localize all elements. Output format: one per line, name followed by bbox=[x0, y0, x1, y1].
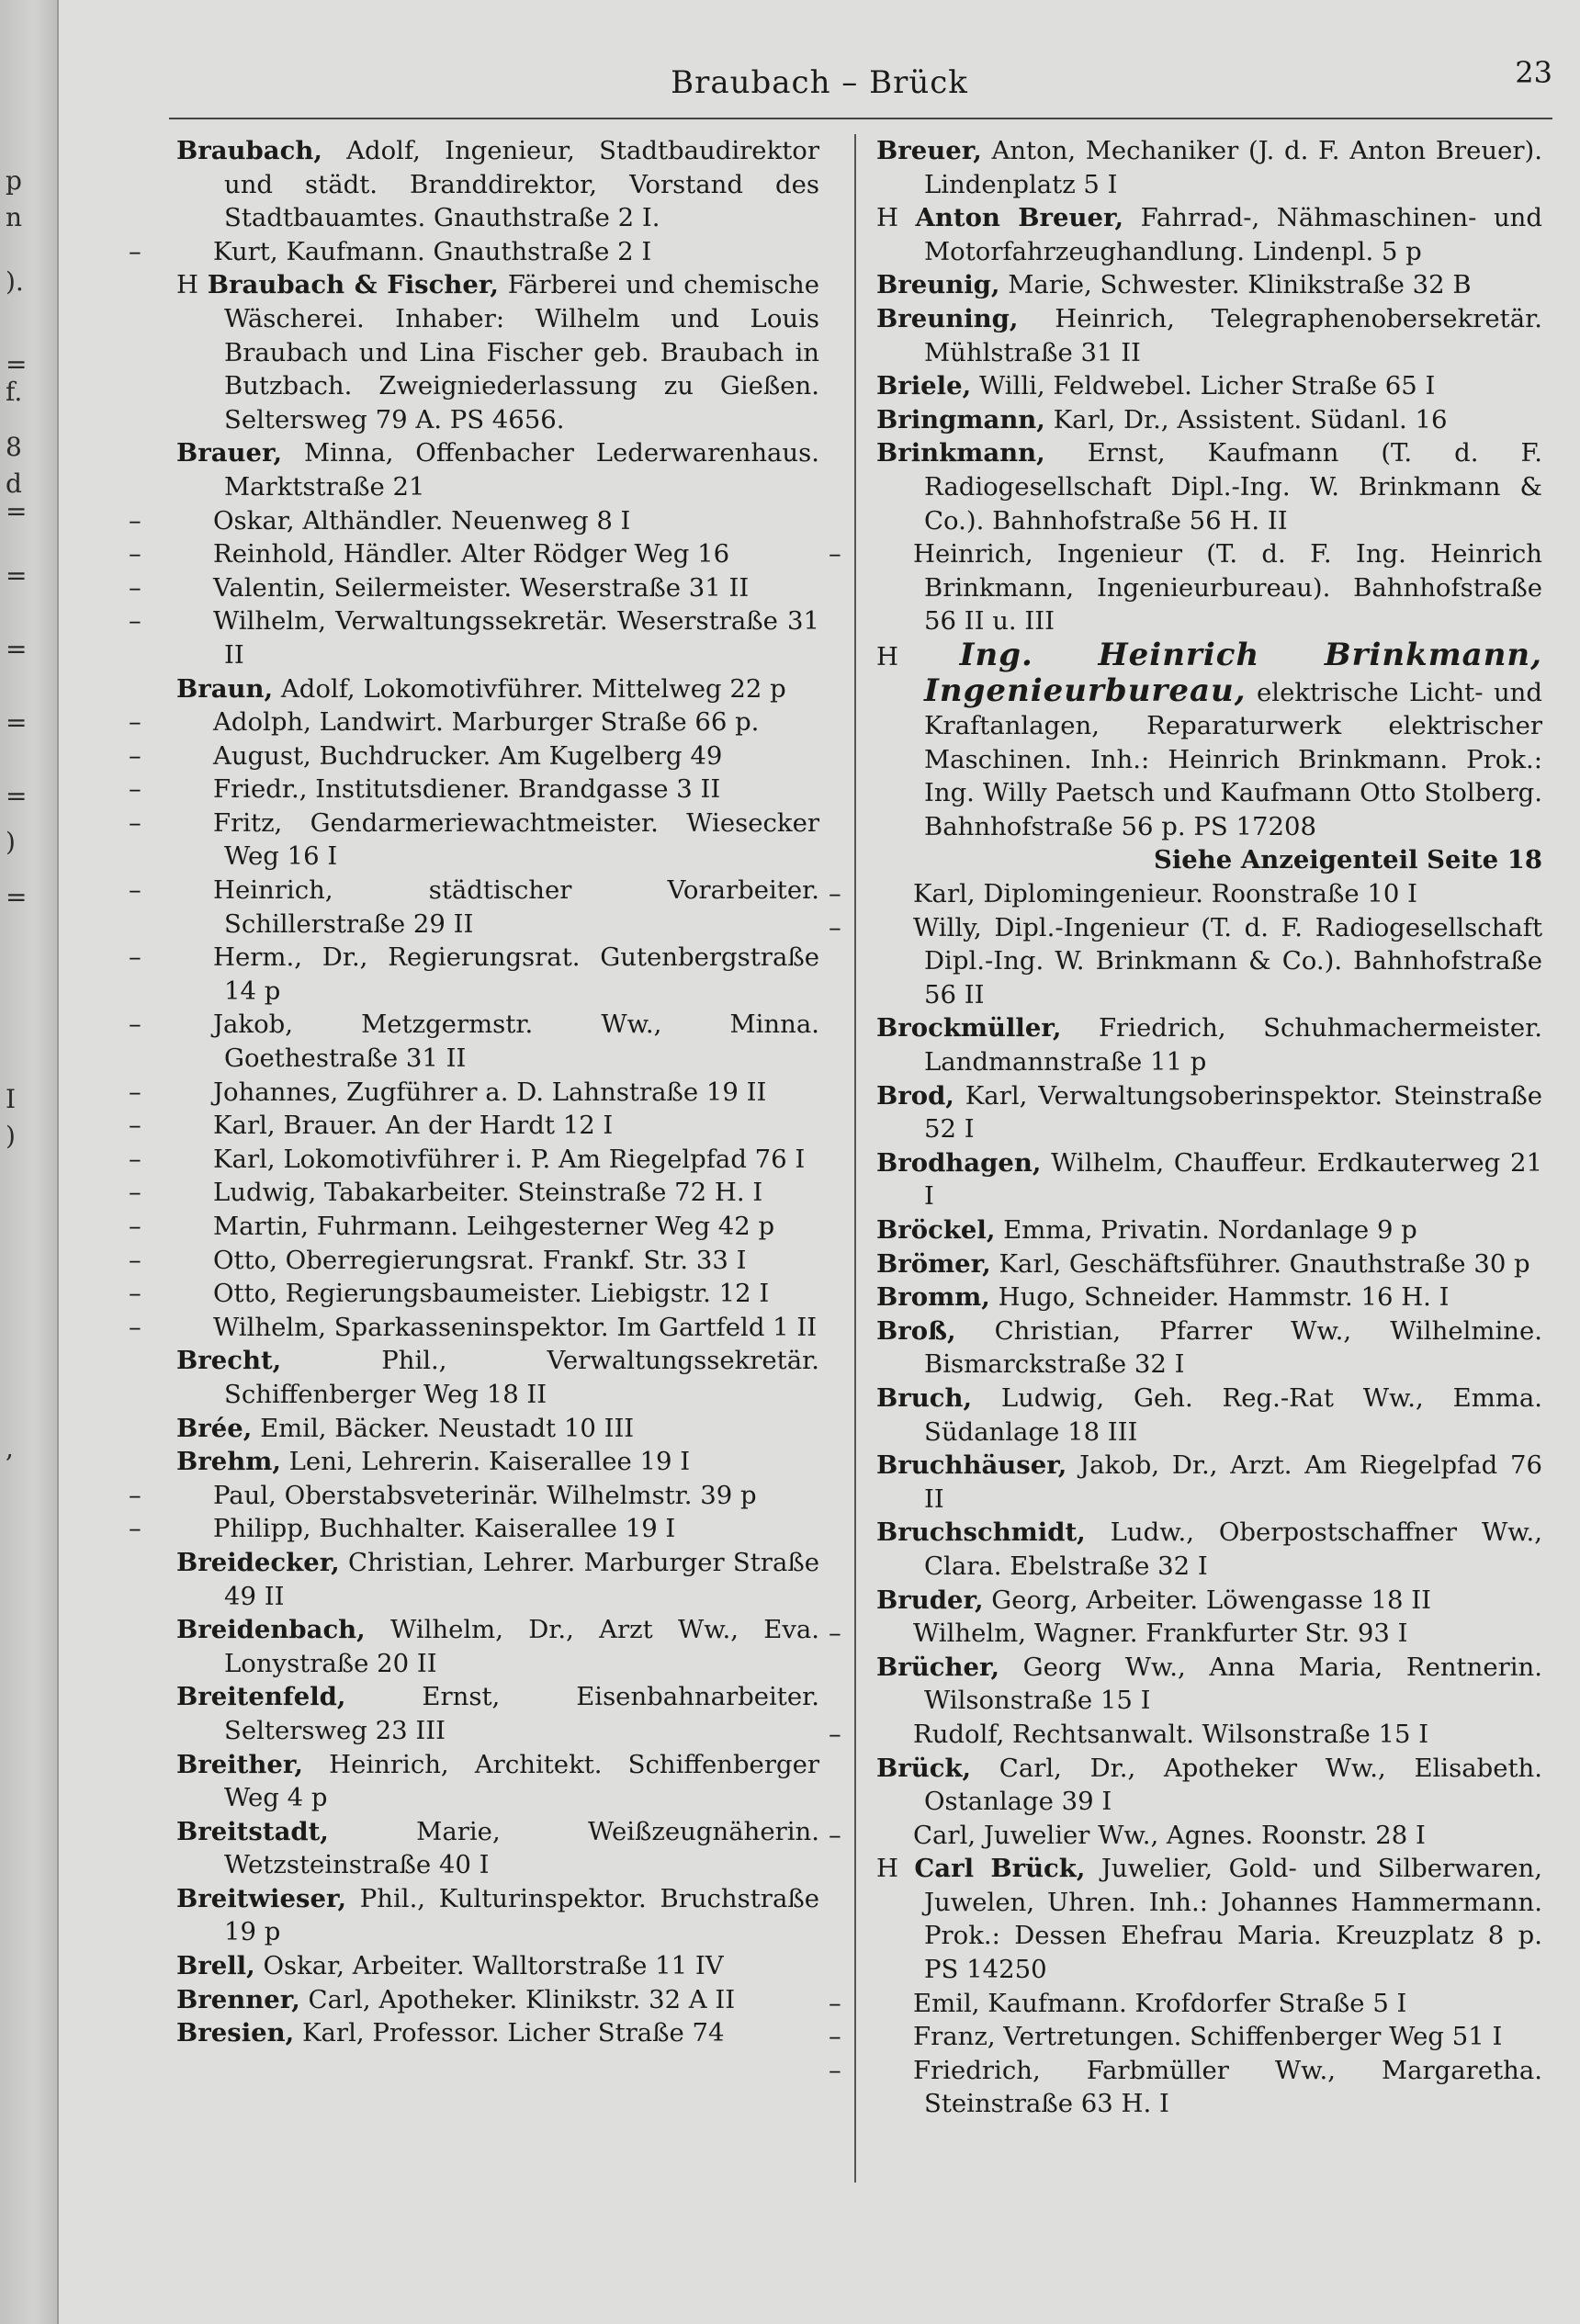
repeat-dash: – bbox=[829, 1719, 841, 1749]
repeat-dash: – bbox=[829, 2055, 841, 2085]
surname: Brinkmann, bbox=[876, 438, 1045, 468]
repeat-dash: – bbox=[129, 236, 141, 266]
directory-entry bbox=[129, 235, 819, 269]
entry-details: Karl, Geschäftsführer. Gnauthstraße 30 p bbox=[999, 1248, 1530, 1279]
directory-entry bbox=[176, 1748, 819, 1815]
surname: Brömer, bbox=[876, 1248, 991, 1279]
entry-details: Martin, Fuhrmann. Leihgesterner Weg 42 p bbox=[213, 1212, 775, 1241]
directory-entry bbox=[876, 201, 1542, 268]
directory-entry bbox=[129, 1277, 819, 1311]
surname: Brod, bbox=[876, 1080, 954, 1111]
surname: Braubach, bbox=[176, 136, 322, 165]
repeat-dash: – bbox=[129, 1480, 141, 1510]
page-number: 23 bbox=[1515, 55, 1552, 90]
directory-entry bbox=[876, 369, 1542, 403]
entry-details: Karl, Diplomingenieur. Roonstraße 10 I bbox=[913, 879, 1417, 909]
directory-entry bbox=[129, 1143, 819, 1177]
directory-entry bbox=[829, 911, 1542, 1012]
directory-entry bbox=[129, 807, 819, 874]
directory-entry bbox=[129, 537, 819, 571]
entry-details: Juwelier, Gold- und Silberwaren, Juwelen, Uhren. Inh.: Johannes Hammermann. Prok.: Dessen Ehefrau Maria. Kreuzplatz 8 p. PS 14250 bbox=[924, 1854, 1542, 1985]
repeat-dash: – bbox=[129, 505, 141, 536]
directory-entry bbox=[876, 1213, 1542, 1247]
directory-entry bbox=[129, 705, 819, 739]
entry-details: Hugo, Schneider. Hammstr. 16 H. I bbox=[998, 1282, 1450, 1313]
surname: Breitstadt, bbox=[176, 1816, 329, 1846]
entry-details: Georg, Arbeiter. Löwengasse 18 II bbox=[991, 1585, 1431, 1615]
entry-details: Carl, Juwelier Ww., Agnes. Roonstr. 28 I bbox=[913, 1820, 1426, 1850]
entry-details: Otto, Regierungsbaumeister. Liebigstr. 12 I bbox=[213, 1279, 770, 1309]
surname: Brodhagen, bbox=[876, 1147, 1042, 1178]
gutter-mark: I bbox=[6, 1084, 17, 1114]
directory-entry bbox=[876, 1146, 1542, 1213]
directory-entry bbox=[876, 268, 1542, 302]
entry-details: August, Buchdrucker. Am Kugelberg 49 bbox=[213, 740, 723, 771]
repeat-dash: – bbox=[129, 707, 141, 738]
entry-details: Adolf, Lokomotivführer. Mittelweg 22 p bbox=[280, 673, 786, 704]
directory-entry bbox=[876, 1449, 1542, 1516]
entry-details: Friedr., Institutsdiener. Brandgasse 3 II bbox=[213, 774, 721, 805]
entry-details: Phil., Verwaltungssekretär. Schiffenberger Weg 18 II bbox=[224, 1346, 819, 1409]
entry-details: Friedrich, Schuhmachermeister. Landmannstraße 11 p bbox=[924, 1013, 1542, 1077]
entry-details: Willy, Dipl.-Ingenieur (T. d. F. Radiogesellschaft Dipl.-Ing. W. Brinkmann & Co.). Bahnhofstraße 56 II bbox=[913, 912, 1542, 1010]
entry-details: Georg Ww., Anna Maria, Rentnerin. Wilsonstraße 15 I bbox=[924, 1652, 1542, 1716]
entry-details: Wilhelm, Chauffeur. Erdkauterweg 21 I bbox=[924, 1147, 1542, 1212]
surname: Breitenfeld, bbox=[176, 1682, 346, 1712]
gutter-mark: = bbox=[6, 707, 28, 738]
entry-details: Marie, Weißzeugnäherin. Wetzsteinstraße 40 I bbox=[224, 1816, 819, 1880]
directory-entry bbox=[176, 1412, 819, 1446]
entry-details: Heinrich, städtischer Vorarbeiter. Schillerstraße 29 II bbox=[213, 875, 819, 939]
entry-details: Oskar, Arbeiter. Walltorstraße 11 IV bbox=[263, 1951, 724, 1981]
entry-details: Karl, Verwaltungsoberinspektor. Steinstraße 52 I bbox=[924, 1080, 1542, 1145]
surname: Breither, bbox=[176, 1749, 303, 1779]
directory-entry bbox=[176, 1680, 819, 1747]
repeat-dash: – bbox=[129, 1111, 141, 1141]
directory-entry bbox=[176, 1983, 819, 2017]
directory-entry bbox=[129, 874, 819, 941]
directory-entry bbox=[876, 302, 1542, 369]
business-name: Ing. Heinrich Brinkmann, Ingenieurbureau, bbox=[924, 636, 1542, 709]
repeat-dash: – bbox=[129, 572, 141, 603]
entry-details: Emil, Kaufmann. Krofdorfer Straße 5 I bbox=[913, 1988, 1407, 2018]
entry-details: Herm., Dr., Regierungsrat. Gutenbergstraße 14 p bbox=[213, 942, 819, 1006]
directory-entry bbox=[176, 268, 819, 436]
gutter-mark: = bbox=[6, 349, 28, 379]
surname: Breunig, bbox=[876, 270, 1000, 300]
directory-entry bbox=[876, 134, 1542, 201]
entry-details: Karl, Lokomotivführer i. P. Am Riegelpfad 76 I bbox=[213, 1144, 806, 1174]
entry-details: Fahrrad-, Nähmaschinen- und Motorfahrzeughandlung. Lindenpl. 5 p bbox=[924, 203, 1543, 266]
directory-entry bbox=[129, 773, 819, 807]
gutter-mark: = bbox=[6, 781, 28, 811]
repeat-dash: – bbox=[129, 1010, 141, 1040]
surname: Brauer, bbox=[176, 438, 283, 468]
entry-details: Carl, Dr., Apotheker Ww., Elisabeth. Ostanlage 39 I bbox=[924, 1753, 1542, 1817]
entry-details: Paul, Oberstabsveterinär. Wilhelmstr. 39 p bbox=[213, 1480, 757, 1510]
entry-details: Willi, Feldwebel. Licher Straße 65 I bbox=[978, 371, 1436, 401]
surname: Brück, bbox=[876, 1753, 972, 1783]
entry-details: Johannes, Zugführer a. D. Lahnstraße 19 II bbox=[213, 1077, 767, 1107]
right-column bbox=[829, 134, 1543, 2121]
gutter-mark: = bbox=[6, 560, 28, 591]
entry-details: Christian, Lehrer. Marburger Straße 49 II bbox=[224, 1547, 819, 1611]
surname: Bruchschmidt, bbox=[876, 1517, 1086, 1548]
directory-entry bbox=[129, 571, 819, 605]
directory-entry bbox=[876, 1079, 1542, 1146]
entry-details: Reinhold, Händler. Alter Rödger Weg 16 bbox=[213, 539, 730, 570]
entry-details: elektrische Licht- und Kraftanlagen, Reparaturwerk elektrischer Maschinen. Inh.: Heinrich Brinkmann. Prok.: Ing. Willy Paetsch und Kaufmann Otto Stolberg. Bahnhofstraße 56 p. PS 17208 bbox=[924, 677, 1542, 841]
surname: Brehm, bbox=[176, 1447, 281, 1477]
entry-details: Marie, Schwester. Klinikstraße 32 B bbox=[1008, 270, 1472, 300]
directory-entry bbox=[829, 1987, 1542, 2021]
entry-details: Jakob, Metzgermstr. Ww., Minna. Goethestraße 31 II bbox=[213, 1010, 819, 1074]
entry-details: Valentin, Seilermeister. Weserstraße 31 II bbox=[213, 572, 750, 603]
entry-details: Färberei und chemische Wäscherei. Inhaber: Wilhelm und Louis Braubach und Lina Fischer geb. Braubach in Butzbach. Zweigniederlassung zu Gießen. Seltersweg 79 A. PS 4656. bbox=[224, 270, 819, 434]
surname: Brücher, bbox=[876, 1652, 1000, 1682]
page-header bbox=[59, 55, 1580, 119]
gutter-mark: ) bbox=[6, 827, 16, 857]
surname: Bruchhäuser, bbox=[876, 1450, 1067, 1481]
directory-entry bbox=[176, 436, 819, 503]
directory-entry bbox=[829, 1617, 1542, 1651]
surname: Breidecker, bbox=[176, 1547, 340, 1577]
directory-entry bbox=[129, 604, 819, 671]
repeat-dash: – bbox=[129, 774, 141, 805]
entry-details: Wilhelm, Verwaltungssekretär. Weserstraße 31 II bbox=[213, 606, 819, 670]
directory-entry bbox=[129, 1109, 819, 1143]
column-divider bbox=[854, 134, 856, 2183]
business-marker: H bbox=[876, 1854, 898, 1884]
directory-entry bbox=[876, 1584, 1542, 1618]
surname: Broß, bbox=[876, 1315, 956, 1346]
surname: Braubach & Fischer, bbox=[207, 270, 499, 300]
entry-details: Christian, Pfarrer Ww., Wilhelmine. Bismarckstraße 32 I bbox=[924, 1315, 1542, 1380]
repeat-dash: – bbox=[829, 912, 841, 942]
header-rule bbox=[169, 118, 1552, 119]
entry-details: Wilhelm, Sparkasseninspektor. Im Gartfeld 1 II bbox=[213, 1312, 818, 1342]
directory-entry bbox=[129, 1008, 819, 1075]
repeat-dash: – bbox=[129, 807, 141, 838]
gutter-mark: f. bbox=[6, 377, 23, 407]
entry-details: Emma, Privatin. Nordanlage 9 p bbox=[1003, 1215, 1417, 1245]
repeat-dash: – bbox=[829, 539, 841, 570]
directory-entry bbox=[176, 1882, 819, 1949]
directory-entry bbox=[176, 1613, 819, 1680]
surname: Bromm, bbox=[876, 1282, 990, 1313]
directory-page bbox=[59, 0, 1580, 2324]
repeat-dash: – bbox=[829, 1820, 841, 1850]
repeat-dash: – bbox=[129, 1245, 141, 1275]
entry-details: Fritz, Gendarmeriewachtmeister. Wiesecker Weg 16 I bbox=[213, 807, 819, 872]
directory-entry bbox=[129, 1210, 819, 1244]
repeat-dash: – bbox=[129, 740, 141, 771]
gutter-mark: ). bbox=[6, 266, 24, 297]
directory-entry bbox=[876, 1651, 1542, 1718]
entry-details: Leni, Lehrerin. Kaiserallee 19 I bbox=[288, 1447, 691, 1477]
directory-entry bbox=[129, 1479, 819, 1513]
page-title: Braubach – Brück bbox=[671, 64, 968, 101]
gutter-mark: 8 bbox=[6, 432, 22, 462]
entry-details: Carl, Apotheker. Klinikstr. 32 A II bbox=[308, 1984, 736, 2014]
entry-details: Kurt, Kaufmann. Gnauthstraße 2 I bbox=[213, 236, 652, 266]
repeat-dash: – bbox=[129, 1312, 141, 1342]
directory-entry bbox=[129, 941, 819, 1008]
entry-details: Ludwig, Geh. Reg.-Rat Ww., Emma. Südanlage 18 III bbox=[924, 1382, 1542, 1447]
directory-entry bbox=[876, 403, 1542, 437]
directory-entry bbox=[176, 1949, 819, 1983]
entry-details: Rudolf, Rechtsanwalt. Wilsonstraße 15 I bbox=[913, 1719, 1429, 1749]
repeat-dash: – bbox=[129, 1077, 141, 1107]
entry-details: Ernst, Eisenbahnarbeiter. Seltersweg 23 III bbox=[224, 1682, 819, 1745]
surname: Breuer, bbox=[876, 136, 982, 165]
entry-details: Karl, Professor. Licher Straße 74 bbox=[301, 2018, 725, 2048]
directory-entry bbox=[129, 739, 819, 773]
directory-entry bbox=[176, 2016, 819, 2050]
entry-details: Jakob, Dr., Arzt. Am Riegelpfad 76 II bbox=[924, 1450, 1542, 1514]
repeat-dash: – bbox=[129, 1144, 141, 1174]
surname: Carl Brück, bbox=[914, 1854, 1086, 1884]
previous-page-edge bbox=[0, 0, 59, 2324]
repeat-dash: – bbox=[129, 875, 141, 906]
directory-entry bbox=[829, 537, 1542, 638]
repeat-dash: – bbox=[129, 539, 141, 570]
surname: Breidenbach, bbox=[176, 1615, 366, 1645]
entry-details: Friedrich, Farbmüller Ww., Margaretha. Steinstraße 63 H. I bbox=[913, 2055, 1542, 2119]
surname: Briele, bbox=[876, 371, 972, 401]
entry-details: Adolph, Landwirt. Marburger Straße 66 p. bbox=[213, 707, 760, 738]
surname: Bröckel, bbox=[876, 1215, 996, 1245]
gutter-mark: = bbox=[6, 634, 28, 664]
business-marker: H bbox=[876, 203, 898, 233]
surname: Brecht, bbox=[176, 1346, 282, 1376]
repeat-dash: – bbox=[129, 606, 141, 637]
repeat-dash: – bbox=[829, 1988, 841, 2018]
directory-entry bbox=[129, 504, 819, 538]
repeat-dash: – bbox=[129, 1514, 141, 1544]
directory-entry bbox=[129, 1176, 819, 1210]
directory-entry bbox=[829, 877, 1542, 911]
entry-details: Otto, Oberregierungsrat. Frankf. Str. 33 I bbox=[213, 1245, 747, 1275]
directory-entry bbox=[129, 1512, 819, 1546]
directory-entry bbox=[176, 1815, 819, 1882]
directory-entry bbox=[176, 1445, 819, 1479]
surname: Breitwieser, bbox=[176, 1883, 347, 1913]
surname: Bringmann, bbox=[876, 404, 1045, 434]
directory-entry bbox=[876, 1011, 1542, 1078]
entry-details: Heinrich, Architekt. Schiffenberger Weg 4 p bbox=[224, 1749, 819, 1813]
gutter-mark: n bbox=[6, 202, 23, 232]
entry-details: Anton, Mechaniker (J. d. F. Anton Breuer). Lindenplatz 5 I bbox=[924, 136, 1542, 199]
entry-details: Adolf, Ingenieur, Stadtbaudirektor und städt. Branddirektor, Vorstand des Stadtbauamtes. Gnauthstraße 2 I. bbox=[224, 136, 819, 233]
entry-details: Wilhelm, Wagner. Frankfurter Str. 93 I bbox=[913, 1619, 1408, 1649]
directory-entry bbox=[129, 1311, 819, 1345]
repeat-dash: – bbox=[829, 1619, 841, 1649]
business-marker: H bbox=[876, 641, 898, 671]
surname: Breuning, bbox=[876, 303, 1019, 333]
entry-details: Minna, Offenbacher Lederwarenhaus. Marktstraße 21 bbox=[224, 438, 819, 502]
entry-details: Franz, Vertretungen. Schiffenberger Weg 51 I bbox=[913, 2022, 1503, 2052]
repeat-dash: – bbox=[129, 1212, 141, 1241]
directory-entry bbox=[876, 1247, 1542, 1281]
advertisement-reference: Siehe Anzeigenteil Seite 18 bbox=[1154, 845, 1542, 875]
directory-entry bbox=[829, 1819, 1542, 1853]
directory-entry bbox=[876, 1516, 1542, 1583]
repeat-dash: – bbox=[129, 1279, 141, 1309]
repeat-dash: – bbox=[129, 1178, 141, 1208]
business-marker: H bbox=[176, 270, 198, 300]
gutter-mark: , bbox=[6, 1433, 14, 1463]
directory-entry bbox=[829, 1718, 1542, 1752]
gutter-mark: d bbox=[6, 468, 22, 499]
directory-entry bbox=[176, 134, 819, 235]
gutter-mark: ) bbox=[6, 1121, 16, 1151]
repeat-dash: – bbox=[829, 879, 841, 909]
gutter-mark: p bbox=[6, 165, 22, 196]
gutter-mark: = bbox=[6, 882, 28, 912]
entry-details: Karl, Dr., Assistent. Südanl. 16 bbox=[1053, 404, 1448, 434]
entry-details: Emil, Bäcker. Neustadt 10 III bbox=[260, 1413, 635, 1443]
directory-entry bbox=[876, 1852, 1542, 1986]
directory-entry bbox=[876, 1314, 1542, 1382]
entry-details: Ernst, Kaufmann (T. d. F. Radiogesellschaft Dipl.-Ing. W. Brinkmann & Co.). Bahnhofstraße 56 H. II bbox=[924, 438, 1542, 536]
surname: Brée, bbox=[176, 1413, 253, 1443]
entry-details: Karl, Brauer. An der Hardt 12 I bbox=[213, 1111, 614, 1141]
surname: Brockmüller, bbox=[876, 1013, 1062, 1044]
entry-details: Heinrich, Telegraphenobersekretär. Mühlstraße 31 II bbox=[924, 303, 1542, 367]
surname: Bresien, bbox=[176, 2018, 295, 2048]
directory-entry bbox=[829, 2054, 1542, 2121]
directory-entry bbox=[176, 672, 819, 706]
repeat-dash: – bbox=[829, 2022, 841, 2052]
directory-entry bbox=[876, 1280, 1542, 1314]
surname: Anton Breuer, bbox=[915, 203, 1124, 233]
directory-entry bbox=[176, 1344, 819, 1411]
directory-entry bbox=[876, 436, 1542, 537]
entry-details: Ludw., Oberpostschaffner Ww., Clara. Ebelstraße 32 I bbox=[924, 1517, 1542, 1581]
repeat-dash: – bbox=[129, 942, 141, 973]
directory-entry bbox=[129, 1076, 819, 1110]
directory-entry bbox=[876, 638, 1542, 844]
entry-details: Heinrich, Ingenieur (T. d. F. Ing. Heinrich Brinkmann, Ingenieurbureau). Bahnhofstraße 56 II u. III bbox=[913, 539, 1542, 637]
entry-details: Phil., Kulturinspektor. Bruchstraße 19 p bbox=[224, 1883, 819, 1947]
entry-details: Ludwig, Tabakarbeiter. Steinstraße 72 H. I bbox=[213, 1178, 763, 1208]
entry-details: Oskar, Althändler. Neuenweg 8 I bbox=[213, 505, 631, 536]
gutter-mark: = bbox=[6, 496, 28, 526]
directory-entry bbox=[829, 2020, 1542, 2054]
surname: Brell, bbox=[176, 1951, 255, 1981]
entry-details: Wilhelm, Dr., Arzt Ww., Eva. Lonystraße 20 II bbox=[224, 1615, 819, 1678]
directory-entry bbox=[129, 1244, 819, 1278]
surname: Brenner, bbox=[176, 1984, 300, 2014]
left-column bbox=[129, 134, 819, 2050]
surname: Bruder, bbox=[876, 1585, 984, 1615]
surname: Braun, bbox=[176, 673, 274, 704]
entry-details: Philipp, Buchhalter. Kaiserallee 19 I bbox=[213, 1514, 676, 1544]
directory-entry bbox=[876, 1382, 1542, 1449]
directory-entry bbox=[876, 1752, 1542, 1819]
directory-entry bbox=[176, 1546, 819, 1613]
surname: Bruch, bbox=[876, 1382, 973, 1413]
